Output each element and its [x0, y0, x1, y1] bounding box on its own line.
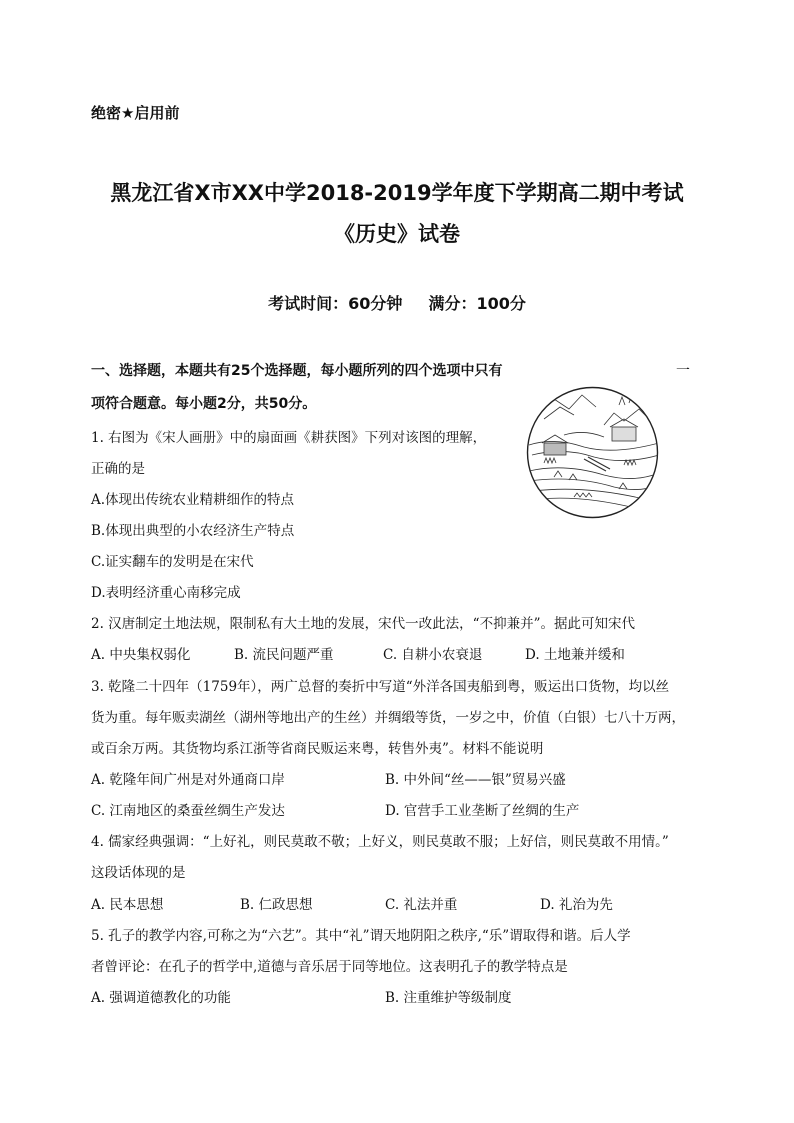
q3-stem-continued: 货为重。每年贩卖湖丝（湖州等地出产的生丝）并绸缎等货，一岁之中，价值（白银）七八十万两，: [91, 710, 685, 726]
q2-stem: 2. 汉唐制定土地法规，限制私有大土地的发展，宋代一改此法，“不抑兼并”。据此可知宋代: [91, 616, 635, 632]
q1-option-d: D.表明经济重心南移完成: [91, 585, 241, 601]
q4-stem: 4. 儒家经典强调：“上好礼，则民莫敢不敬；上好义，则民莫敢不服；上好信，则民莫敢不用情。”: [91, 834, 669, 850]
exam-info: [0, 291, 794, 314]
section-heading: 一、选择题，本题共有25个选择题，每小题所列的四个选项中只有: [91, 363, 503, 379]
q4-option-c: C. 礼法并重: [385, 897, 458, 913]
exam-score: 满分：100分: [428, 294, 526, 313]
exam-subject: 《历史》试卷: [334, 222, 460, 246]
q2-option-d: D. 土地兼并缓和: [525, 647, 625, 663]
q3-option-a: A. 乾隆年间广州是对外通商口岸: [91, 772, 285, 788]
q5-option-b: B. 注重维护等级制度: [385, 990, 512, 1006]
section-heading-continued: 一: [676, 363, 690, 379]
q4-option-d: D. 礼治为先: [540, 897, 613, 913]
q1-stem: 1. 右图为《宋人画册》中的扇面画《耕获图》下列对该图的理解，: [91, 430, 487, 446]
q3-stem: 3. 乾隆二十四年（1759年），两广总督的奏折中写道“外洋各国夷船到粤，贩运出口货物，均以丝: [91, 679, 670, 695]
q3-option-c: C. 江南地区的桑蚕丝绸生产发达: [91, 803, 285, 819]
q1-option-c: C.证实翻车的发明是在宋代: [91, 554, 254, 570]
q1-option-b: B.体现出典型的小农经济生产特点: [91, 523, 295, 539]
q2-option-a: A. 中央集权弱化: [91, 647, 191, 663]
q4-option-a: A. 民本思想: [91, 897, 164, 913]
q5-stem-continued: 者曾评论：在孔子的哲学中,道德与音乐居于同等地位。这表明孔子的教学特点是: [91, 959, 568, 975]
exam-time: 考试时间：60分钟: [268, 294, 403, 313]
confidential-label: 绝密★启用前: [91, 104, 180, 122]
exam-title: 黑龙江省X市XX中学2018-2019学年度下学期高二期中考试: [110, 181, 684, 205]
q3-option-d: D. 官营手工业垄断了丝绸的生产: [385, 803, 580, 819]
fan-painting-image: [524, 385, 661, 520]
q2-option-b: B. 流民问题严重: [234, 647, 334, 663]
q1-option-a: A.体现出传统农业精耕细作的特点: [91, 492, 295, 508]
q5-stem: 5. 孔子的教学内容,可称之为“六艺”。其中“礼”谓天地阴阳之秩序,“乐”谓取得和谐。后人学: [91, 928, 631, 944]
section-heading-line2: 项符合题意。每小题2分，共50分。: [91, 396, 317, 412]
q3-stem-end: 或百余万两。其货物均系江浙等省商民贩运来粤，转售外夷”。材料不能说明: [91, 741, 544, 757]
q1-stem-continued: 正确的是: [91, 461, 145, 477]
q4-option-b: B. 仁政思想: [240, 897, 313, 913]
q3-option-b: B. 中外间“丝——银”贸易兴盛: [385, 772, 566, 788]
q2-option-c: C. 自耕小农衰退: [383, 647, 483, 663]
q4-stem-continued: 这段话体现的是: [91, 865, 186, 881]
q5-option-a: A. 强调道德教化的功能: [91, 990, 231, 1006]
